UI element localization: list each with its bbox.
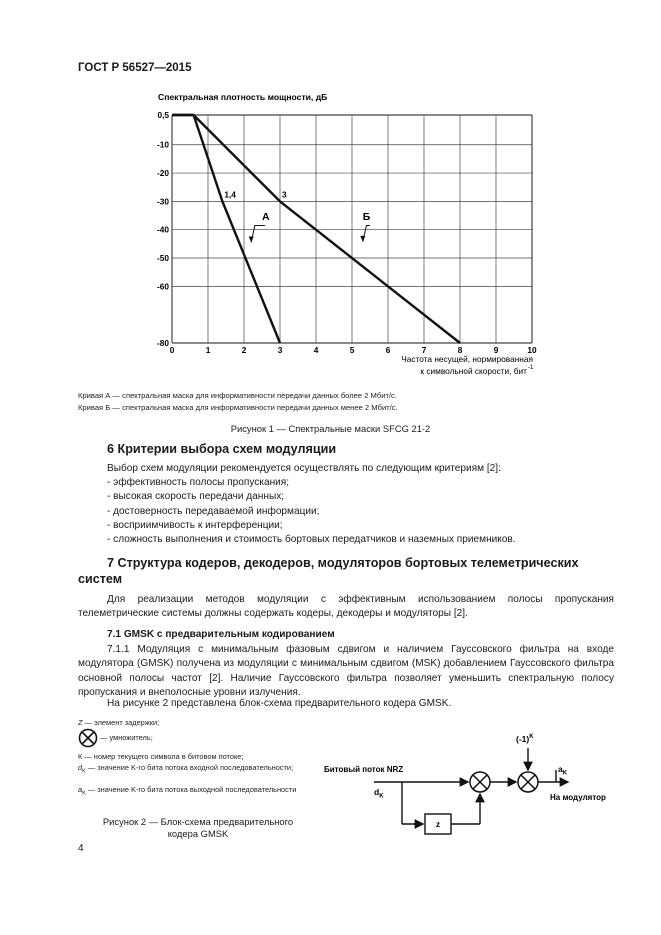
series-label-b: Б [362,210,371,223]
legend-z: Z — элемент задержки; [78,718,160,727]
series-line-А [172,115,280,343]
legend-multiplier: — умножитель; [78,728,318,750]
figure2-caption: Рисунок 2 — Блок-схема предварительного кодера GMSK [102,816,294,839]
x-tick-label: 0 [169,345,175,355]
series-label-a: А [262,210,270,223]
section6-list-item: - высокая скорость передачи данных; [107,491,285,503]
legend-k: К — номер текущего символа в битовом потоке; [78,752,244,761]
section6-list-item: - эффективность полосы пропускания; [107,477,290,488]
para-7-1-1: 7.1.1 Модуляция с минимальным фазовым сдвигом и наличием Гауссовского фильтра на входе модулятора (GMSK) получена из модуляции с минимальным сдвигом (MSK) добавлением Гауссовского фильтра основной полосы частот [2]. Наличие Гауссовского фильтра позволяет уменьшить спектральную полосу пропускания и внеполосные уровни излучения. [78,644,614,698]
fig2-delay-label: z [436,820,440,829]
y-tick-label: -30 [157,196,169,207]
multiplier-icon [78,728,98,748]
annotation-3: 3 [282,189,287,200]
caption-curve-b: Кривая Б — спектральная маска для информативности передачи данных менее 2 Мбит/с. [78,403,398,412]
annotation-1-4: 1,4 [224,189,236,200]
legend-dk: $d_K$ — значение K-го бита потока входной последовательности; [78,763,294,775]
x-tick-label: 10 [527,345,537,355]
x-tick-label: 4 [313,345,319,355]
page-number: 4 [78,843,84,854]
section7-title-1: 7 Структура кодеров, декодеров, модуляторов бортовых телеметрических [107,556,579,570]
y-tick-label: -20 [157,168,169,179]
fig2-output-label: На модулятор [550,793,606,802]
x-tick-label: 6 [385,345,391,355]
chart-xlabel-line1: Частота несущей, нормированная [401,354,533,364]
fig2-input-label: Битовый поток NRZ [324,765,404,774]
chart-grid [172,115,532,343]
figure1-caption: Рисунок 1 — Спектральные маски SFCG 21-2 [230,423,431,434]
x-tick-label: 3 [277,345,283,355]
gmsk-precoder-diagram [318,728,628,848]
chart-xlabel-line2: к символьной скорости, бит [420,366,527,376]
fig2-ak-label: $a_K$ [558,764,568,777]
fig2-multiplier-2 [518,772,538,792]
y-tick-label: -80 [157,338,169,348]
section6-list-item: - достоверность передаваемой информации; [107,505,320,517]
y-tick-label: -50 [157,253,169,264]
section6-list-item: - восприимчивость к интерференции; [107,519,283,531]
x-tick-label: 1 [205,345,211,355]
page-header: ГОСТ Р 56527—2015 [78,62,192,74]
fig2-multiplier-1 [470,772,490,792]
spectral-mask-chart [140,88,560,388]
x-tick-label: 5 [349,345,355,355]
section6-intro: Выбор схем модуляции рекомендуется осуществлять по следующим критериям [2]: [107,463,501,474]
section7-1-title: 7.1 GMSK с предварительным кодированием [107,629,335,640]
y-tick-label: -60 [157,281,169,292]
section7-para: Для реализации методов модуляции с эффективным использованием полосы пропускания телеметрические системы должны содержать кодеры, декодеры и модуляторы [2]. [78,594,614,620]
section6-title: 6 Критерии выбора схем модуляции [107,442,337,456]
caption-curve-a: Кривая А — спектральная маска для информативности передачи данных более 2 Мбит/с. [78,391,397,400]
fig2-power-label: $(-1)^K$ [516,734,534,744]
section7-title-2: систем [78,572,123,586]
chart-ylabel: Спектральная плотность мощности, дБ [158,92,328,102]
x-tick-label: 7 [421,345,427,355]
x-tick-label: 9 [493,345,499,355]
y-tick-label: -10 [157,139,169,150]
fig2-dk-label: $d_K$ [374,787,384,800]
legend-ak: $a_K$ — значение K-го бита потока выходной последовательности [78,785,297,797]
x-tick-label: 2 [241,345,247,355]
y-tick-label: 0,5 [157,110,169,120]
x-tick-label: 8 [457,345,463,355]
para-fig2-intro: На рисунке 2 представлена блок-схема предварительного кодера GMSK. [107,698,452,709]
chart-y-ticks [157,110,169,348]
y-tick-label: -40 [157,224,169,235]
chart-xlabel-sup: -1 [528,365,534,371]
section6-list-item: - сложность выполнения и стоимость бортовых передатчиков и наземных приемников. [107,534,516,546]
